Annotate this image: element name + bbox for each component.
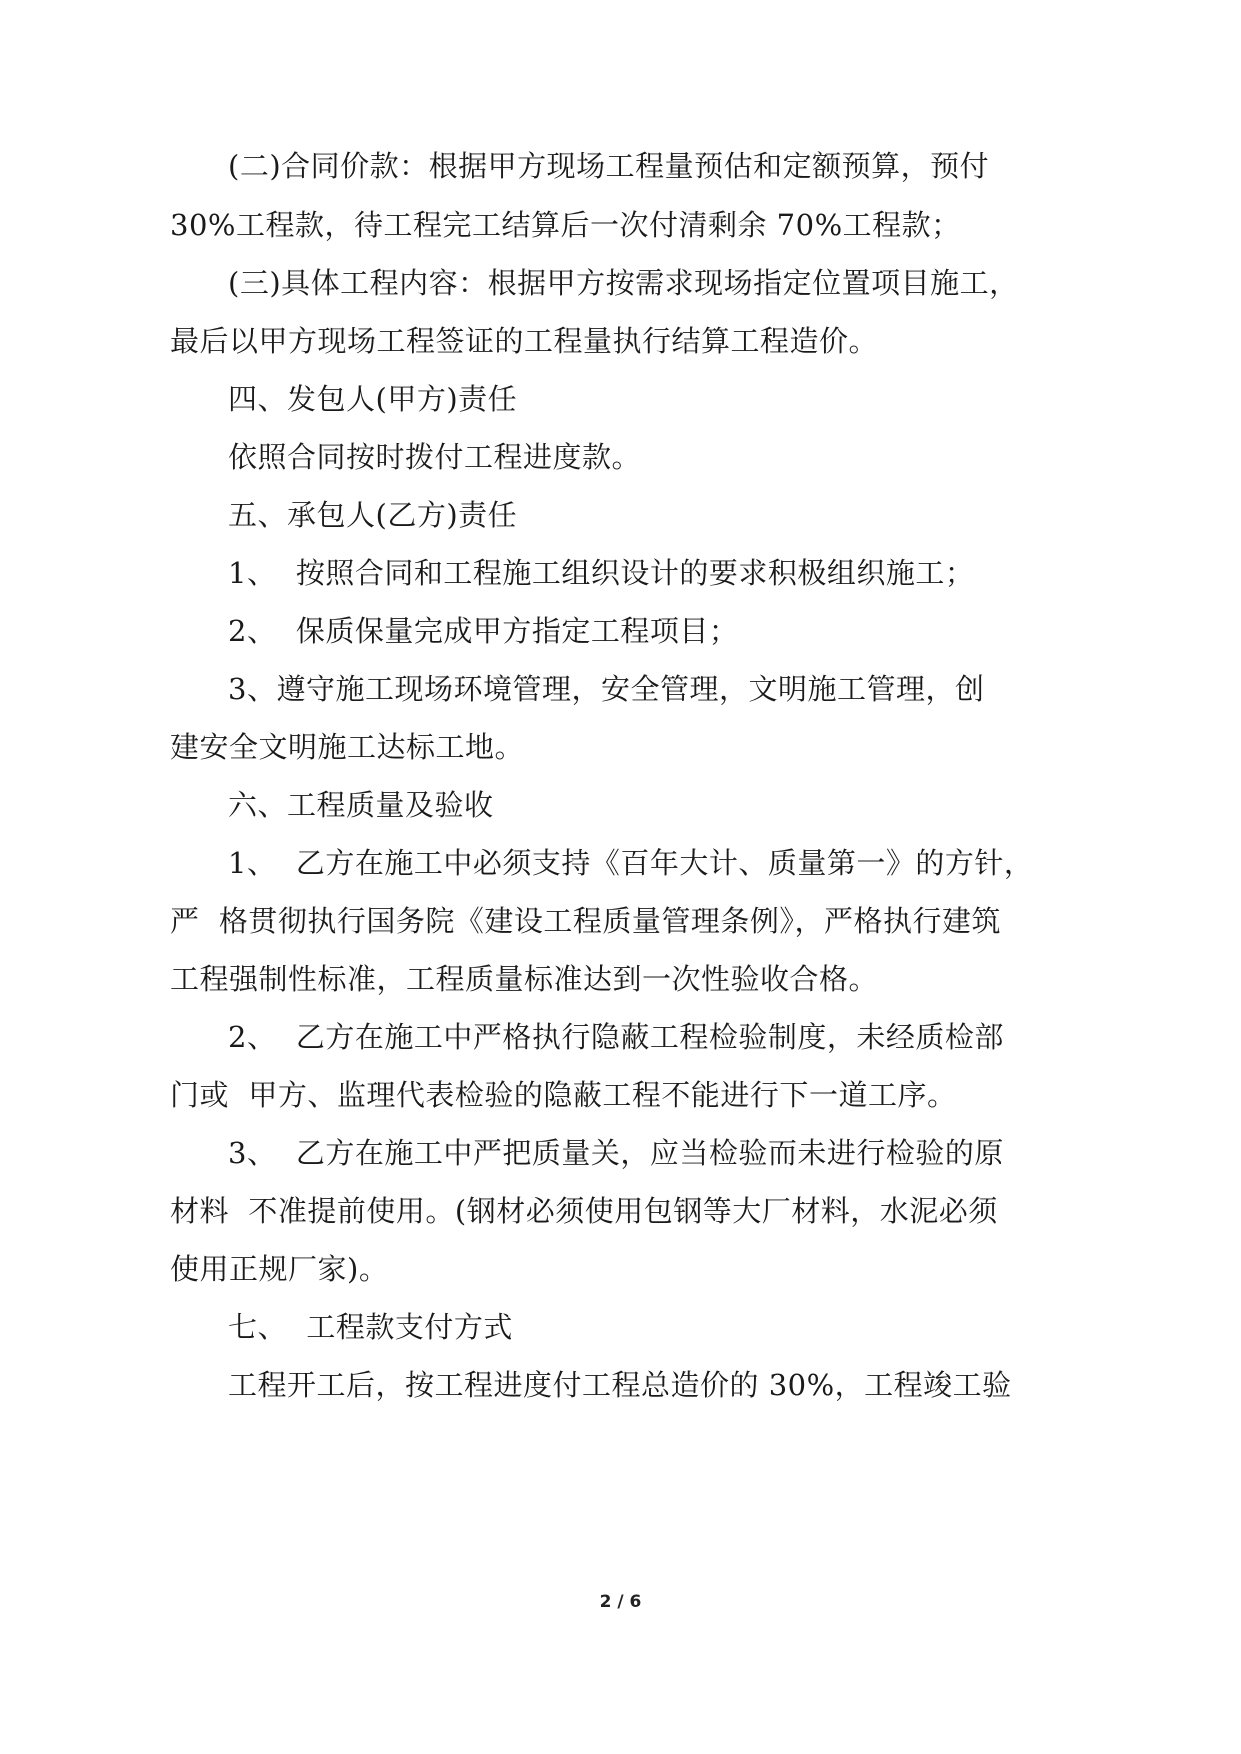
list-item-contractor-1: 1、 按照合同和工程施工组织设计的要求积极组织施工； bbox=[228, 556, 975, 590]
list-item-contractor-3-line-1: 3、遵守施工现场环境管理，安全管理，文明施工管理，创 bbox=[228, 672, 985, 706]
heading-employer-responsibility: 四、发包人(甲方)责任 bbox=[228, 382, 518, 416]
heading-contractor-responsibility: 五、承包人(乙方)责任 bbox=[228, 498, 518, 532]
list-item-quality-1-line-2: 严 格贯彻执行国务院《建设工程质量管理条例》，严格执行建筑 bbox=[170, 904, 1001, 938]
paragraph-employer-duty: 依照合同按时拨付工程进度款。 bbox=[228, 440, 642, 474]
list-item-quality-3-line-2: 材料 不准提前使用。(钢材必须使用包钢等大厂材料，水泥必须 bbox=[170, 1194, 998, 1228]
paragraph-work-content-line-1: (三)具体工程内容：根据甲方按需求现场指定位置项目施工， bbox=[228, 266, 1019, 300]
list-item-quality-3-line-1: 3、 乙方在施工中严把质量关，应当检验而未进行检验的原 bbox=[228, 1136, 1004, 1170]
list-item-quality-2-line-2: 门或 甲方、监理代表检验的隐蔽工程不能进行下一道工序。 bbox=[170, 1078, 957, 1112]
list-item-quality-1-line-1: 1、 乙方在施工中必须支持《百年大计、质量第一》的方针， bbox=[228, 846, 1034, 880]
list-item-quality-2-line-1: 2、 乙方在施工中严格执行隐蔽工程检验制度，未经质检部 bbox=[228, 1020, 1004, 1054]
paragraph-contract-price-line-1: (二)合同价款：根据甲方现场工程量预估和定额预算，预付 bbox=[228, 149, 990, 183]
list-item-quality-1-line-3: 工程强制性标准，工程质量标准达到一次性验收合格。 bbox=[170, 962, 879, 996]
list-item-contractor-3-line-2: 建安全文明施工达标工地。 bbox=[170, 730, 525, 764]
page-number: 2 / 6 bbox=[599, 1592, 642, 1612]
paragraph-contract-price-line-2: 30%工程款，待工程完工结算后一次付清剩余 70%工程款； bbox=[170, 208, 961, 242]
list-item-quality-3-line-3: 使用正规厂家)。 bbox=[170, 1252, 389, 1286]
paragraph-payment-line-1: 工程开工后，按工程进度付工程总造价的 30%，工程竣工验 bbox=[228, 1368, 1012, 1402]
list-item-contractor-2: 2、 保质保量完成甲方指定工程项目； bbox=[228, 614, 739, 648]
heading-payment-method: 七、 工程款支付方式 bbox=[228, 1310, 513, 1344]
heading-quality-acceptance: 六、工程质量及验收 bbox=[228, 788, 494, 822]
paragraph-work-content-line-2: 最后以甲方现场工程签证的工程量执行结算工程造价。 bbox=[170, 324, 879, 358]
